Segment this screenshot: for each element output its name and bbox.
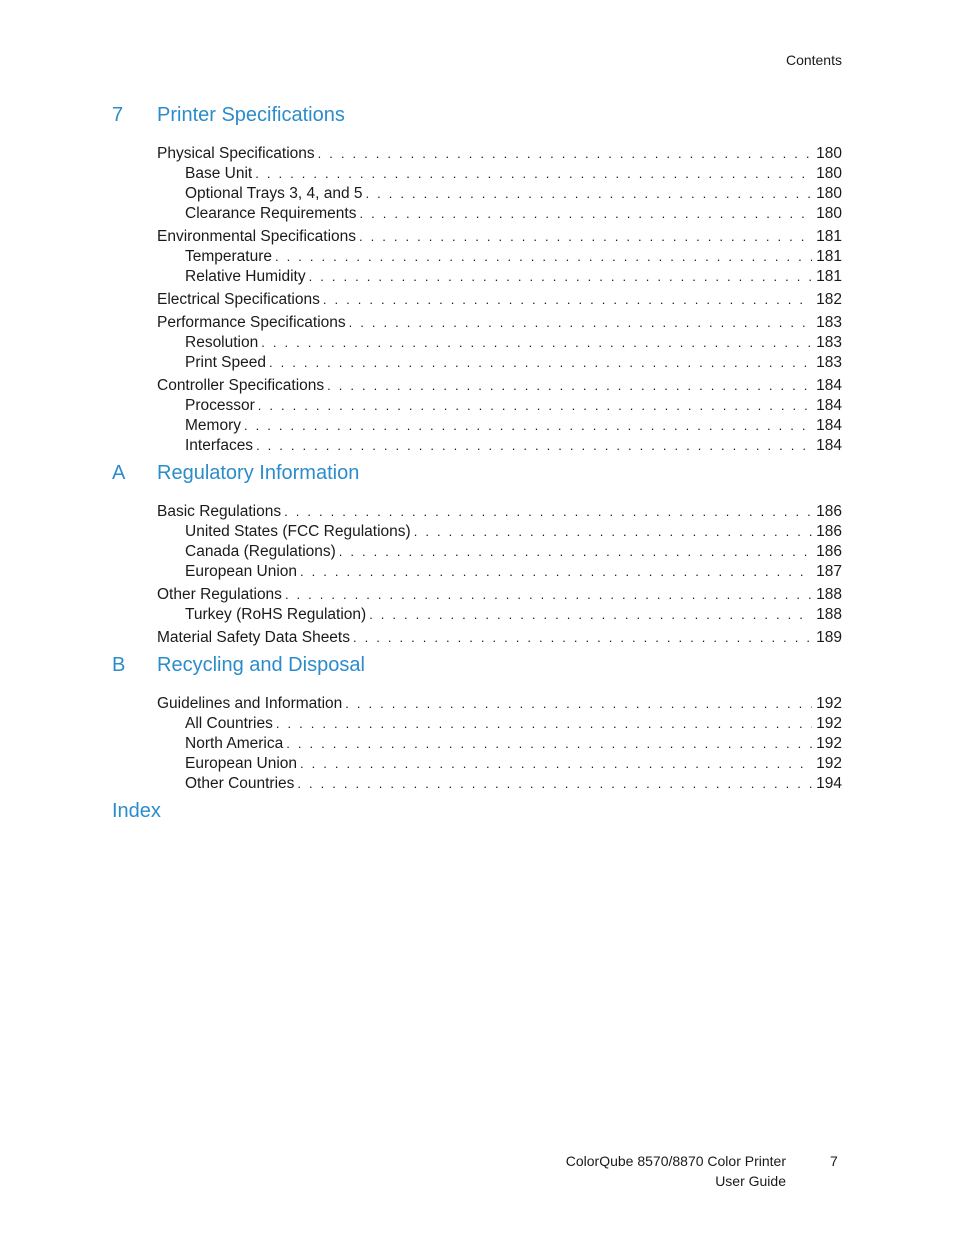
- dot-leader: [414, 522, 812, 542]
- entry-page-number: 184: [816, 377, 842, 394]
- entry-title: United States (FCC Regulations): [185, 523, 411, 540]
- toc-subsection-entry[interactable]: [185, 333, 842, 353]
- toc-subsection-entry[interactable]: [185, 396, 842, 416]
- entry-page-number: 182: [816, 291, 842, 308]
- entry-page-number: 192: [816, 695, 842, 712]
- entry-page-number: 184: [816, 417, 842, 434]
- entry-title: Processor: [185, 397, 255, 414]
- entry-title: Electrical Specifications: [157, 291, 320, 308]
- entry-title: Controller Specifications: [157, 377, 325, 394]
- toc-subsection-entry[interactable]: [185, 562, 842, 582]
- entry-page-number: 192: [816, 755, 842, 772]
- entry-title: Material Safety Data Sheets: [157, 629, 350, 646]
- dot-leader: [300, 562, 812, 582]
- toc-subsection-entry[interactable]: [185, 605, 842, 625]
- chapter-heading[interactable]: [112, 104, 842, 134]
- entry-page-number: 192: [816, 715, 842, 732]
- entry-page-number: 186: [816, 543, 842, 560]
- toc-section-entry[interactable]: [157, 694, 842, 714]
- toc-subsection-entry[interactable]: [185, 774, 842, 794]
- chapter-title: Recycling and Disposal: [157, 654, 365, 676]
- entry-page-number: 183: [816, 354, 842, 371]
- dot-leader: [275, 247, 812, 267]
- toc-section-entry[interactable]: [157, 502, 842, 522]
- toc-section-entry[interactable]: [157, 585, 842, 605]
- entry-title: Optional Trays 3, 4, and 5: [185, 185, 363, 202]
- footer-doc-type: User Guide: [715, 1173, 786, 1189]
- footer-product-info: [566, 1151, 786, 1191]
- entry-title: North America: [185, 735, 284, 752]
- dot-leader: [244, 416, 812, 436]
- header-section-title: Contents: [785, 52, 842, 68]
- dot-leader: [309, 267, 813, 287]
- dot-leader: [286, 734, 812, 754]
- entry-title: Canada (Regulations): [185, 543, 336, 560]
- chapter-heading[interactable]: [112, 654, 842, 684]
- toc-subsection-entry[interactable]: [185, 734, 842, 754]
- toc-section-entry[interactable]: [157, 144, 842, 164]
- entry-page-number: 180: [816, 145, 842, 162]
- entry-title: Basic Regulations: [157, 503, 282, 520]
- entry-page-number: 183: [816, 314, 842, 331]
- dot-leader: [297, 774, 812, 794]
- entry-page-number: 194: [816, 775, 842, 792]
- chapter-title: Index: [112, 800, 161, 822]
- chapter-heading[interactable]: [112, 462, 842, 492]
- entry-page-number: 181: [816, 228, 842, 245]
- entry-title: Turkey (RoHS Regulation): [185, 606, 367, 623]
- dot-leader: [258, 396, 812, 416]
- dot-leader: [359, 227, 812, 247]
- dot-leader: [276, 714, 812, 734]
- entry-page-number: 180: [816, 185, 842, 202]
- toc-subsection-entry[interactable]: [185, 416, 842, 436]
- entry-title: Other Countries: [185, 775, 295, 792]
- entry-page-number: 188: [816, 586, 842, 603]
- entry-title: European Union: [185, 755, 298, 772]
- entry-page-number: 184: [816, 397, 842, 414]
- toc-subsection-entry[interactable]: [185, 353, 842, 373]
- toc-subsection-entry[interactable]: [185, 522, 842, 542]
- dot-leader: [323, 290, 812, 310]
- entry-page-number: 192: [816, 735, 842, 752]
- entry-title: European Union: [185, 563, 298, 580]
- dot-leader: [327, 376, 812, 396]
- entry-page-number: 184: [816, 437, 842, 454]
- chapter-title: Regulatory Information: [157, 462, 360, 484]
- footer-product-name: ColorQube 8570/8870 Color Printer: [565, 1153, 786, 1169]
- dot-leader: [366, 184, 813, 204]
- toc-subsection-entry[interactable]: [185, 247, 842, 267]
- entry-title: Physical Specifications: [157, 145, 315, 162]
- entry-title: Relative Humidity: [185, 268, 306, 285]
- entry-page-number: 188: [816, 606, 842, 623]
- entry-title: Base Unit: [185, 165, 253, 182]
- toc-subsection-entry[interactable]: [185, 204, 842, 224]
- dot-leader: [269, 353, 812, 373]
- entry-title: Memory: [185, 417, 241, 434]
- toc-section-entry[interactable]: [157, 290, 842, 310]
- toc-subsection-entry[interactable]: [185, 754, 842, 774]
- table-of-contents: [112, 104, 842, 840]
- entry-page-number: 181: [816, 268, 842, 285]
- dot-leader: [359, 204, 812, 224]
- chapter-heading[interactable]: [112, 800, 842, 830]
- chapter-title: Printer Specifications: [157, 104, 345, 126]
- entry-title: Temperature: [185, 248, 273, 265]
- toc-section-entry[interactable]: [157, 313, 842, 333]
- entry-page-number: 181: [816, 248, 842, 265]
- chapter-number: 7: [112, 104, 124, 126]
- toc-subsection-entry[interactable]: [185, 436, 842, 456]
- entry-title: Print Speed: [185, 354, 266, 371]
- dot-leader: [339, 542, 812, 562]
- toc-subsection-entry[interactable]: [185, 542, 842, 562]
- chapter-number: A: [112, 462, 126, 484]
- entry-page-number: 186: [816, 503, 842, 520]
- entry-title: Performance Specifications: [157, 314, 346, 331]
- dot-leader: [318, 144, 812, 164]
- entry-title: Environmental Specifications: [157, 228, 357, 245]
- entry-page-number: 186: [816, 523, 842, 540]
- dot-leader: [284, 502, 812, 522]
- dot-leader: [255, 164, 812, 184]
- dot-leader: [256, 436, 812, 456]
- entry-title: Interfaces: [185, 437, 254, 454]
- entry-page-number: 183: [816, 334, 842, 351]
- entry-title: Clearance Requirements: [185, 205, 357, 222]
- dot-leader: [345, 694, 812, 714]
- entry-page-number: 187: [816, 563, 842, 580]
- toc-section-entry[interactable]: [157, 628, 842, 648]
- dot-leader: [285, 585, 812, 605]
- entry-title: All Countries: [185, 715, 273, 732]
- entry-title: Other Regulations: [157, 586, 282, 603]
- entry-title: Resolution: [185, 334, 259, 351]
- toc-section-entry[interactable]: [157, 376, 842, 396]
- toc-subsection-entry[interactable]: [185, 714, 842, 734]
- entry-page-number: 180: [816, 165, 842, 182]
- entry-title: Guidelines and Information: [157, 695, 343, 712]
- chapter-number: B: [112, 654, 126, 676]
- dot-leader: [300, 754, 812, 774]
- toc-subsection-entry[interactable]: [185, 164, 842, 184]
- toc-section-entry[interactable]: [157, 227, 842, 247]
- dot-leader: [349, 313, 812, 333]
- dot-leader: [353, 628, 812, 648]
- dot-leader: [261, 333, 812, 353]
- dot-leader: [369, 605, 812, 625]
- toc-subsection-entry[interactable]: [185, 184, 842, 204]
- toc-subsection-entry[interactable]: [185, 267, 842, 287]
- footer-page-number: 7: [830, 1153, 838, 1169]
- entry-page-number: 180: [816, 205, 842, 222]
- entry-page-number: 189: [816, 629, 842, 646]
